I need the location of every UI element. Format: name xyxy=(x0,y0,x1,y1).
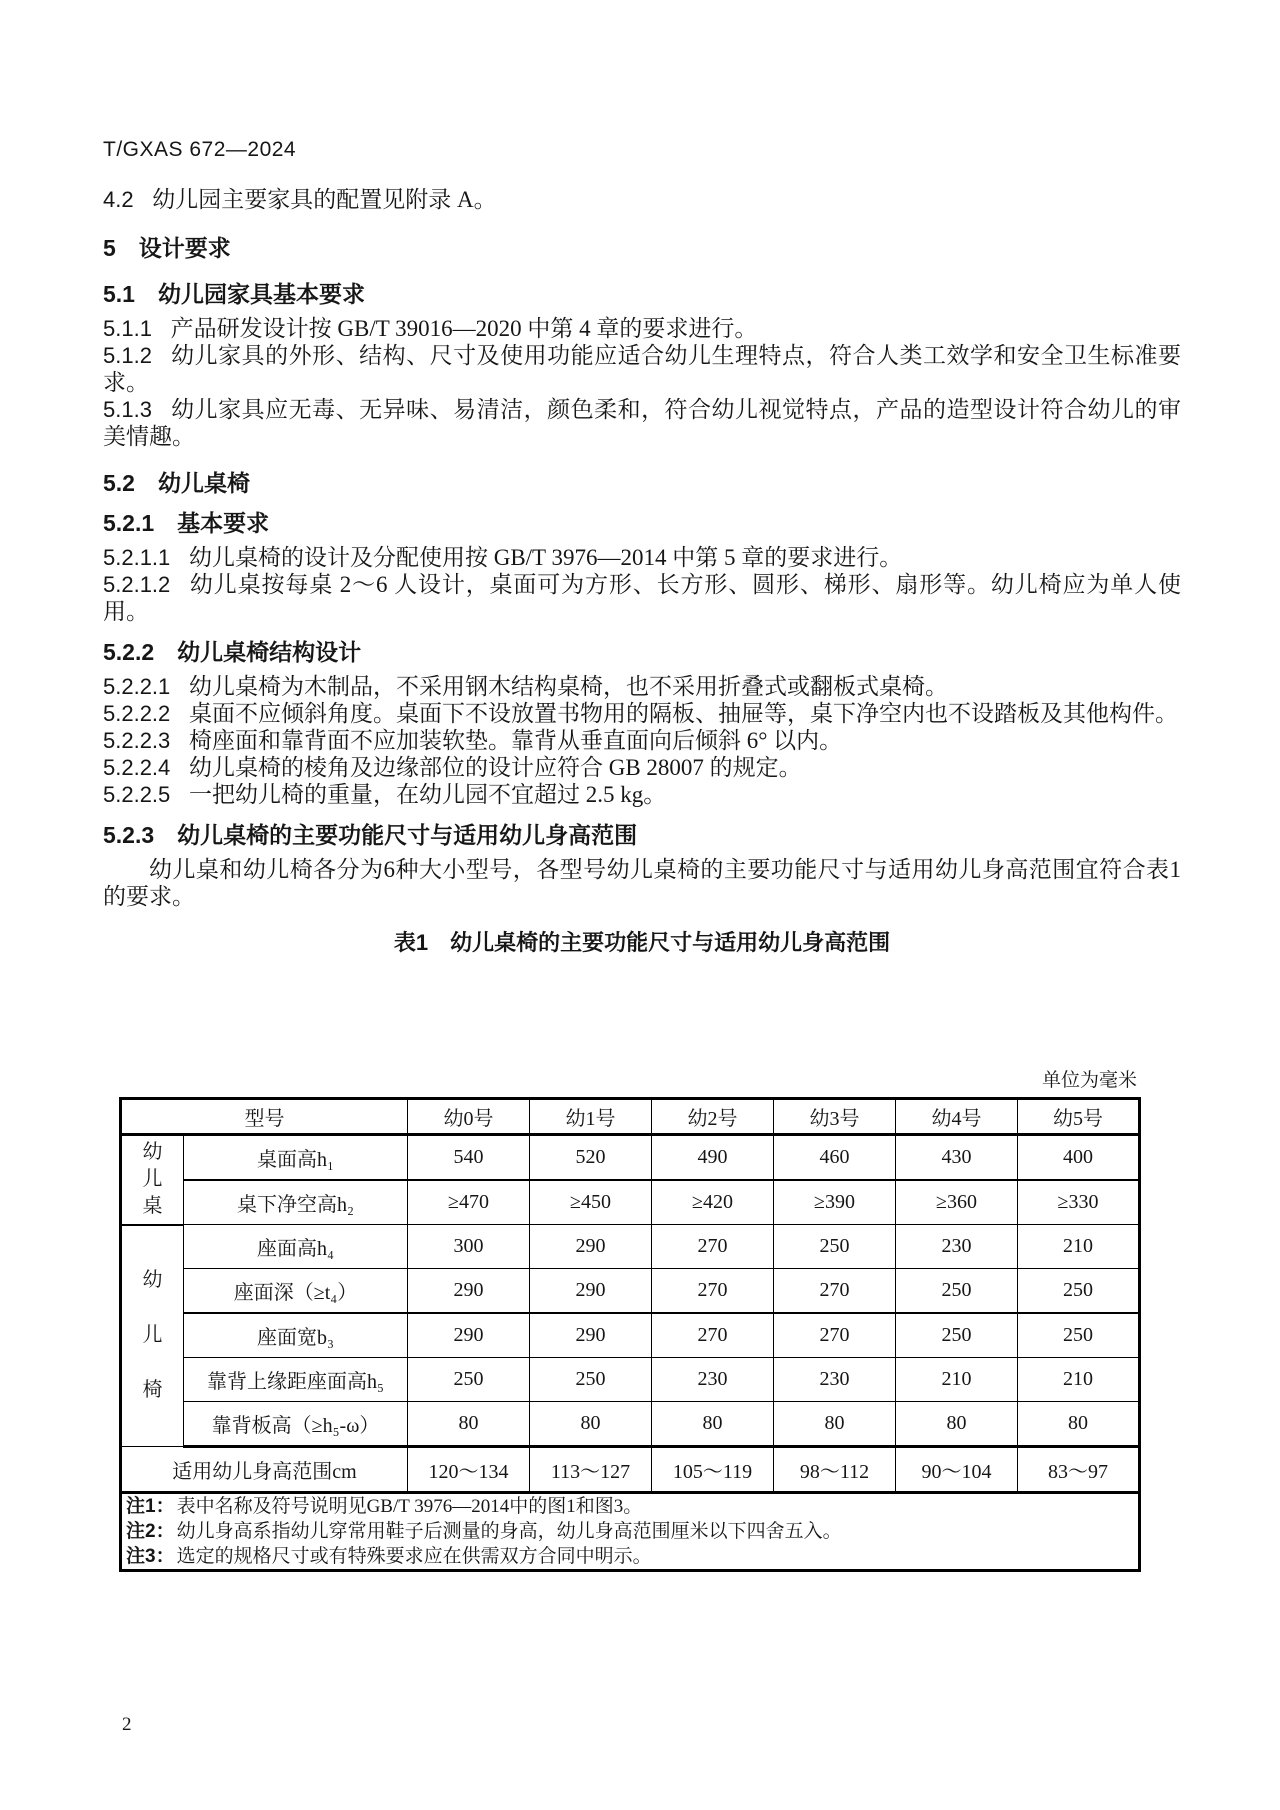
table-cell: 80 xyxy=(652,1402,774,1447)
clause-text: 幼儿家具应无毒、无异味、易清洁，颜色柔和，符合幼儿视觉特点，产品的造型设计符合幼儿的审美情趣。 xyxy=(103,397,1181,449)
clause-text: 桌面不应倾斜角度。桌面下不设放置书物用的隔板、抽屉等，桌下净空内也不设踏板及其他构件。 xyxy=(188,701,1178,726)
intro-paragraph: 幼儿桌和幼儿椅各分为6种大小型号，各型号幼儿桌椅的主要功能尺寸与适用幼儿身高范围宜符合表1的要求。 xyxy=(103,857,1181,909)
header-cell-model: 型号 xyxy=(121,1099,408,1135)
table-cell: 270 xyxy=(652,1313,774,1358)
table-cell: 80 xyxy=(896,1402,1018,1447)
note-tag: 注3： xyxy=(126,1546,175,1567)
table-cell: ≥330 xyxy=(1018,1180,1140,1225)
table-cell: 80 xyxy=(774,1402,896,1447)
note-tag: 注1： xyxy=(126,1496,175,1517)
clause-text: 幼儿桌椅的设计及分配使用按 GB/T 3976—2014 中第 5 章的要求进行。 xyxy=(188,545,903,570)
table-cell: 230 xyxy=(652,1358,774,1402)
heading-title: 幼儿桌椅的主要功能尺寸与适用幼儿身高范围 xyxy=(177,822,638,848)
table-cell: 300 xyxy=(408,1225,530,1269)
heading-5-1 xyxy=(103,281,1181,307)
table-row xyxy=(121,1180,1140,1225)
heading-title: 幼儿桌椅结构设计 xyxy=(177,639,362,665)
header-cell: 幼2号 xyxy=(652,1099,774,1135)
table-container xyxy=(119,1097,1141,1572)
table-cell: 250 xyxy=(408,1358,530,1402)
clause-5-1-3 xyxy=(103,396,1181,450)
table-cell: 80 xyxy=(1018,1402,1140,1447)
heading-title: 设计要求 xyxy=(138,235,231,261)
heading-number: 5.2.3 xyxy=(103,822,155,848)
row-label: 座面高h₄ xyxy=(184,1225,408,1269)
note-tag: 注2： xyxy=(126,1521,175,1542)
table-cell: 210 xyxy=(1018,1225,1140,1269)
table-cell: ≥420 xyxy=(652,1180,774,1225)
table-cell: 230 xyxy=(774,1358,896,1402)
clause-5-1-1 xyxy=(103,315,1181,342)
note-text: 幼儿身高系指幼儿穿常用鞋子后测量的身高，幼儿身高范围厘米以下四舍五入。 xyxy=(176,1521,842,1542)
table-cell: 400 xyxy=(1018,1135,1140,1181)
standard-code: T/GXAS 672—2024 xyxy=(103,138,297,161)
clause-number: 5.1.3 xyxy=(103,397,152,422)
table-1 xyxy=(119,1097,1141,1572)
table-cell: 80 xyxy=(530,1402,652,1447)
table-notes-row xyxy=(121,1493,1140,1571)
table-cell: ≥360 xyxy=(896,1180,1018,1225)
table-cell: 250 xyxy=(896,1313,1018,1358)
clause-text: 产品研发设计按 GB/T 39016—2020 中第 4 章的要求进行。 xyxy=(170,316,758,341)
table-note-3 xyxy=(126,1544,1134,1569)
header-cell: 幼1号 xyxy=(530,1099,652,1135)
heading-5-2 xyxy=(103,470,1181,496)
clause-4-2 xyxy=(103,186,1181,213)
table-cell: 290 xyxy=(530,1225,652,1269)
table-note-2 xyxy=(126,1519,1134,1544)
table-cell: 98～112 xyxy=(774,1447,896,1493)
table-header-row xyxy=(121,1099,1140,1135)
row-label: 桌下净空高h₂ xyxy=(184,1180,408,1225)
table-cell: ≥390 xyxy=(774,1180,896,1225)
clause-number: 5.2.2.2 xyxy=(103,701,171,726)
group-label-chair xyxy=(121,1225,184,1447)
table-cell: 490 xyxy=(652,1135,774,1181)
table-cell: ≥450 xyxy=(530,1180,652,1225)
text-block xyxy=(103,138,1181,1572)
note-text: 表中名称及符号说明见GB/T 3976—2014中的图1和图3。 xyxy=(176,1496,643,1517)
row-label: 座面宽b₃ xyxy=(184,1313,408,1358)
table-cell: 270 xyxy=(774,1313,896,1358)
header-cell: 幼4号 xyxy=(896,1099,1018,1135)
heading-number: 5.2.1 xyxy=(103,510,155,536)
table-cell: 80 xyxy=(408,1402,530,1447)
clause-5-2-1-1 xyxy=(103,544,1181,571)
clause-5-1-2 xyxy=(103,342,1181,396)
table-caption-label: 表1 xyxy=(393,930,429,955)
clause-number: 5.2.2.3 xyxy=(103,728,171,753)
heading-number: 5.1 xyxy=(103,281,135,307)
clause-5-2-2-1 xyxy=(103,673,1181,700)
table-cell: 210 xyxy=(896,1358,1018,1402)
unit-note: 单位为毫米 xyxy=(1041,1070,1137,1091)
table-cell: 250 xyxy=(530,1358,652,1402)
group-label-text: 幼儿桌 xyxy=(142,1141,163,1218)
heading-5-2-2 xyxy=(103,639,1181,665)
heading-number: 5 xyxy=(103,235,116,261)
table-cell: 250 xyxy=(1018,1269,1140,1314)
table-cell: 250 xyxy=(896,1269,1018,1314)
table-cell: 270 xyxy=(652,1269,774,1314)
clause-text: 幼儿桌按每桌 2～6 人设计，桌面可为方形、长方形、圆形、梯形、扇形等。幼儿椅应为单人使用。 xyxy=(103,572,1181,624)
header-cell: 幼5号 xyxy=(1018,1099,1140,1135)
heading-5-2-1 xyxy=(103,510,1181,536)
heading-number: 5.2 xyxy=(103,470,135,496)
page-number: 2 xyxy=(122,1714,132,1735)
table-cell: 520 xyxy=(530,1135,652,1181)
clause-number: 5.2.1.2 xyxy=(103,572,171,597)
clause-text: 幼儿桌椅的棱角及边缘部位的设计应符合 GB 28007 的规定。 xyxy=(188,755,802,780)
heading-title: 基本要求 xyxy=(177,510,270,536)
height-range-row xyxy=(121,1447,1140,1493)
table-cell: 540 xyxy=(408,1135,530,1181)
clause-number: 5.2.2.4 xyxy=(103,755,171,780)
group-label-desk xyxy=(121,1135,184,1225)
table-caption xyxy=(103,930,1181,956)
table-row xyxy=(121,1358,1140,1402)
table-cell: 290 xyxy=(408,1269,530,1314)
table-cell: 430 xyxy=(896,1135,1018,1181)
table-cell: 460 xyxy=(774,1135,896,1181)
table-cell: ≥470 xyxy=(408,1180,530,1225)
note-text: 选定的规格尺寸或有特殊要求应在供需双方合同中明示。 xyxy=(176,1546,652,1567)
table-cell: 90～104 xyxy=(896,1447,1018,1493)
heading-number: 5.2.2 xyxy=(103,639,155,665)
clause-5-2-1-2 xyxy=(103,571,1181,625)
table-row xyxy=(121,1402,1140,1447)
clause-number: 5.1.1 xyxy=(103,316,152,341)
table-cell: 250 xyxy=(1018,1313,1140,1358)
table-note-1 xyxy=(126,1494,1134,1519)
table-cell: 290 xyxy=(530,1269,652,1314)
clause-5-2-2-4 xyxy=(103,754,1181,781)
clause-text: 一把幼儿椅的重量，在幼儿园不宜超过 2.5 kg。 xyxy=(188,782,667,807)
heading-title: 幼儿园家具基本要求 xyxy=(157,281,365,307)
row-label: 靠背上缘距座面高h₅ xyxy=(184,1358,408,1402)
table-cell: 210 xyxy=(1018,1358,1140,1402)
clause-number: 5.1.2 xyxy=(103,343,152,368)
heading-5-2-3 xyxy=(103,822,1181,848)
clause-text: 幼儿桌椅为木制品，不采用钢木结构桌椅，也不采用折叠式或翻板式桌椅。 xyxy=(188,674,948,699)
table-cell: 230 xyxy=(896,1225,1018,1269)
header-cell: 幼3号 xyxy=(774,1099,896,1135)
row-label: 座面深（≥t₄） xyxy=(184,1269,408,1314)
table-cell: 250 xyxy=(774,1225,896,1269)
row-label: 桌面高h₁ xyxy=(184,1135,408,1181)
clause-number: 4.2 xyxy=(103,187,134,212)
height-range-label: 适用幼儿身高范围cm xyxy=(121,1447,408,1493)
table-cell: 290 xyxy=(408,1313,530,1358)
table-row xyxy=(121,1135,1140,1181)
clause-text: 幼儿园主要家具的配置见附录 A。 xyxy=(152,187,497,212)
clause-text: 幼儿家具的外形、结构、尺寸及使用功能应适合幼儿生理特点，符合人类工效学和安全卫生标准要求。 xyxy=(103,343,1181,395)
table-caption-title: 幼儿桌椅的主要功能尺寸与适用幼儿身高范围 xyxy=(450,930,891,955)
table-cell: 270 xyxy=(652,1225,774,1269)
heading-5 xyxy=(103,235,1181,261)
clause-5-2-2-5 xyxy=(103,781,1181,808)
header-cell: 幼0号 xyxy=(408,1099,530,1135)
table-cell: 290 xyxy=(530,1313,652,1358)
table-row xyxy=(121,1225,1140,1269)
clause-number: 5.2.2.1 xyxy=(103,674,171,699)
table-cell: 120～134 xyxy=(408,1447,530,1493)
clause-number: 5.2.2.5 xyxy=(103,782,171,807)
table-row xyxy=(121,1269,1140,1314)
clause-number: 5.2.1.1 xyxy=(103,545,171,570)
clause-text: 椅座面和靠背面不应加装软垫。靠背从垂直面向后倾斜 6° 以内。 xyxy=(188,728,843,753)
table-cell: 105～119 xyxy=(652,1447,774,1493)
table-cell: 83～97 xyxy=(1018,1447,1140,1493)
clause-5-2-2-3 xyxy=(103,727,1181,754)
table-row xyxy=(121,1313,1140,1358)
table-cell: 270 xyxy=(774,1269,896,1314)
heading-title: 幼儿桌椅 xyxy=(157,470,250,496)
clause-5-2-2-2 xyxy=(103,700,1181,727)
table-notes xyxy=(121,1493,1140,1571)
table-cell: 113～127 xyxy=(530,1447,652,1493)
group-label-text: 幼儿椅 xyxy=(142,1269,163,1402)
row-label: 靠背板高（≥h₅-ω） xyxy=(184,1402,408,1447)
